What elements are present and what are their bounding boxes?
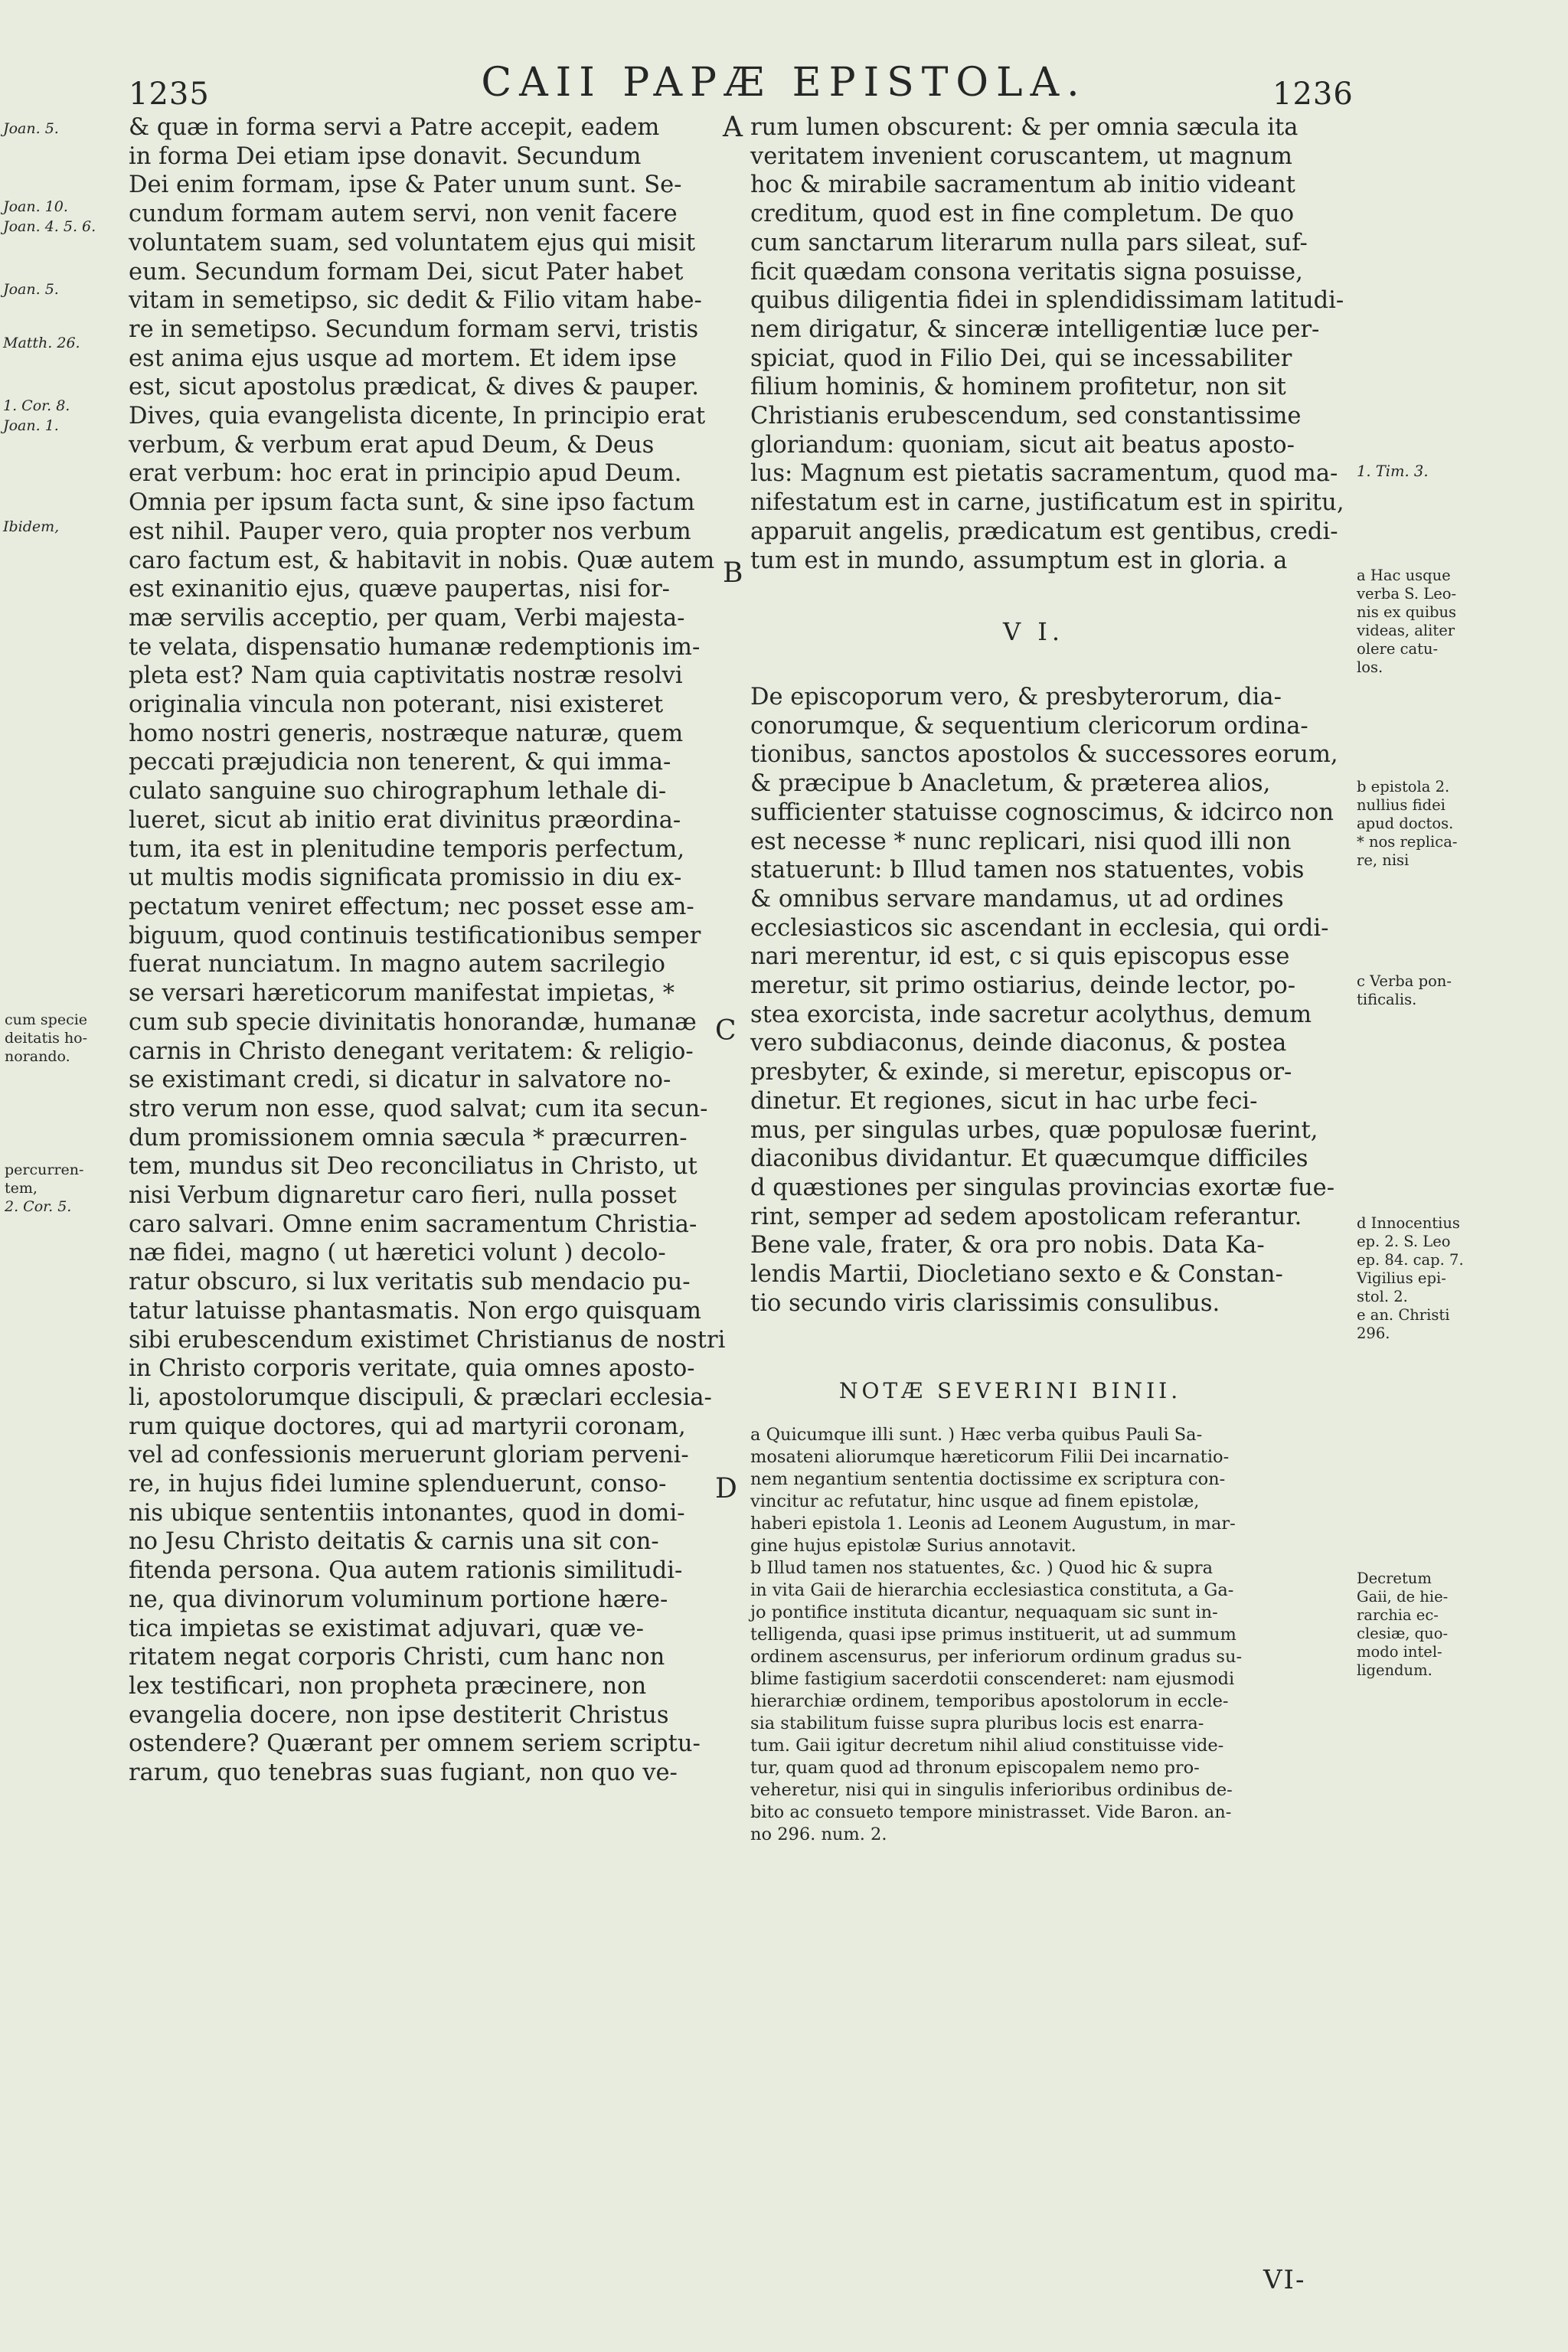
note-line: nem negantium sententia doctissime ex scriptura con- (750, 1469, 1226, 1489)
right-column-section-line: nari merentur, id est, c si quis episcopus esse (750, 943, 1290, 971)
left-column-line: nis ubique sententiis intonantes, quod in domi- (129, 1499, 685, 1527)
left-column-line: ostendere? Quærant per omnem seriem scriptu- (129, 1730, 701, 1758)
left-column-line: biguum, quod continuis testificationibus semper (129, 922, 701, 949)
margin-note-line: * nos replica- (1357, 833, 1458, 851)
right-column-section-line: mus, per singulas urbes, quæ populosæ fuerint, (750, 1116, 1318, 1144)
note-line: telligenda, quasi ipse primus instituerit, ut ad summum (750, 1625, 1236, 1645)
margin-note-line: Decretum (1357, 1570, 1432, 1587)
margin-reference: Joan. 4. 5. 6. (3, 218, 96, 235)
left-column-line: vitam in semetipso, sic dedit & Filio vitam habe- (129, 287, 702, 315)
margin-note-line: los. (1357, 658, 1383, 676)
left-column-line: culato sanguine suo chirographum lethale di- (129, 778, 667, 805)
left-column-line: li, apostolorumque discipuli, & præclari ecclesia- (129, 1383, 712, 1411)
left-column-line: mæ servilis acceptio, per quam, Verbi majesta- (129, 604, 685, 632)
note-line: bito ac consueto tempore ministrasset. Vide Baron. an- (750, 1802, 1232, 1822)
margin-note-line: ligendum. (1357, 1661, 1432, 1679)
margin-note-line: ep. 2. S. Leo (1357, 1233, 1451, 1250)
note-line: sia stabilitum fuisse supra pluribus locis est enarra- (750, 1713, 1204, 1733)
left-column-line: Dives, quia evangelista dicente, In principio erat (129, 403, 706, 430)
left-column-line: nisi Verbum dignaretur caro fieri, nulla posset (129, 1182, 677, 1210)
left-column-line: peccati præjudicia non tenerent, & qui imma- (129, 749, 671, 776)
left-column-line: rarum, quo tenebras suas fugiant, non quo ve- (129, 1759, 678, 1787)
left-column-line: est anima ejus usque ad mortem. Et idem ipse (129, 345, 677, 372)
left-column-line: Dei enim formam, ipse & Pater unum sunt. Se- (129, 172, 682, 199)
margin-reference: 1. Cor. 8. (3, 397, 70, 414)
right-column-top-line: apparuit angelis, prædicatum est gentibus, credi- (750, 518, 1338, 545)
right-column-section-line: Bene vale, frater, & ora pro nobis. Data Ka- (750, 1232, 1265, 1259)
right-column-top-line: Christianis erubescendum, sed constantissime (750, 403, 1302, 430)
right-column-top-line: filium hominis, & hominem profitetur, non sit (750, 374, 1286, 401)
left-column-line: ritatem negat corporis Christi, cum hanc non (129, 1644, 665, 1671)
left-column-line: stro verum non esse, quod salvat; cum ita secun- (129, 1095, 708, 1122)
left-column-line: homo nostri generis, nostræque naturæ, quem (129, 720, 684, 747)
right-column-section-line: sufficienter statuisse cognoscimus, & idcirco non (750, 799, 1334, 826)
margin-note (1357, 462, 1429, 481)
right-column-top-line: rum lumen obscurent: & per omnia sæcula ita (750, 114, 1298, 141)
margin-reference: Joan. 10. (3, 198, 68, 215)
right-column-section-line: diaconibus dividantur. Et quæcumque difficiles (750, 1145, 1308, 1173)
margin-variant-1: cum specie deitatis ho- norando. (5, 1011, 88, 1065)
section-letter-b: B (723, 557, 743, 589)
margin-note (1357, 567, 1456, 677)
margin-reference: Ibidem, (3, 518, 60, 535)
left-column-line: carnis in Christo denegant veritatem: & religio- (129, 1037, 694, 1065)
left-column-line: caro factum est, & habitavit in nobis. Quæ autem (129, 547, 715, 574)
right-column-top-line: spiciat, quod in Filio Dei, qui se incessabiliter (750, 345, 1292, 372)
right-column-top-line: veritatem invenient coruscantem, ut magnum (750, 142, 1292, 170)
left-column-line: in Christo corporis veritate, quia omnes aposto- (129, 1355, 695, 1383)
note-line: b Illud tamen nos statuentes, &c. ) Quod hic & supra (750, 1558, 1214, 1578)
left-column-line: re, in hujus fidei lumine splenduerunt, conso- (129, 1471, 667, 1498)
note-line: veheretur, nisi qui in singulis inferioribus ordinibus de- (750, 1780, 1233, 1800)
right-column-top-line: ficit quædam consona veritatis signa posuisse, (750, 258, 1303, 286)
right-column-section-line: vero subdiaconus, deinde diaconus, & postea (750, 1030, 1287, 1057)
left-column-line: re in semetipso. Secundum formam servi, tristis (129, 315, 699, 343)
right-column-section-line: statuerunt: b Illud tamen nos statuentes, vobis (750, 857, 1305, 884)
margin-variant-2: percurren- tem, 2. Cor. 5. (5, 1161, 84, 1215)
margin-note-line: re, nisi (1357, 851, 1410, 869)
page-number-right: 1236 (1272, 77, 1354, 112)
margin-note (1357, 778, 1457, 870)
note-line: gine hujus epistolæ Surius annotavit. (750, 1536, 1076, 1556)
right-column-section-line: rint, semper ad sedem apostolicam referantur. (750, 1203, 1302, 1230)
left-column-line: originalia vincula non poterant, nisi existeret (129, 691, 664, 719)
margin-note-line: e an. Christi (1357, 1306, 1450, 1324)
left-column-line: eum. Secundum formam Dei, sicut Pater habet (129, 258, 684, 286)
note-line: jo pontifice instituta dicantur, nequaquam sic sunt in- (750, 1602, 1218, 1622)
notes-block (750, 1424, 1355, 1846)
left-column-line: est nihil. Pauper vero, quia propter nos verbum (129, 518, 691, 545)
margin-note (1357, 1570, 1448, 1680)
margin-reference: Matth. 26. (3, 335, 80, 351)
margin-note-line: videas, aliter (1357, 622, 1455, 639)
margin-note-line: b epistola 2. (1357, 778, 1450, 795)
margin-note-line: ep. 84. cap. 7. (1357, 1251, 1464, 1269)
section-letter-d: D (715, 1473, 737, 1504)
left-column-line: erat verbum: hoc erat in principio apud Deum. (129, 460, 682, 488)
margin-note-line: clesiæ, quo- (1357, 1625, 1449, 1642)
margin-note-line: 1. Tim. 3. (1357, 462, 1429, 480)
left-column-line: fuerat nunciatum. In magno autem sacrilegio (129, 951, 666, 978)
margin-reference: Joan. 1. (3, 417, 59, 434)
right-column-top-line: cum sanctarum literarum nulla pars sileat, suf- (750, 229, 1308, 256)
right-column-top-line: nifestatum est in carne, justificatum est in spiritu, (750, 489, 1344, 517)
note-line: hierarchiæ ordinem, temporibus apostolorum in eccle- (750, 1691, 1229, 1711)
left-column-line: ratur obscuro, si lux veritatis sub mendacio pu- (129, 1269, 691, 1296)
left-column-line: ut multis modis significata promissio in diu ex- (129, 864, 682, 892)
left-column-line: verbum, & verbum erat apud Deum, & Deus (129, 431, 655, 459)
margin-note-line: Gaii, de hie- (1357, 1588, 1449, 1606)
left-column-line: pectatum veniret effectum; nec posset esse am- (129, 893, 694, 920)
right-column-section (750, 683, 1355, 1318)
note-line: vincitur ac refutatur, hinc usque ad finem epistolæ, (750, 1491, 1200, 1511)
right-column-section-line: tionibus, sanctos apostolos & successores eorum, (750, 741, 1338, 769)
left-column-line: se versari hæreticorum manifestat impietas, * (129, 980, 675, 1008)
left-column-line: & quæ in forma servi a Patre accepit, eadem (129, 114, 660, 141)
right-column-section-line: meretur, sit primo ostiarius, deinde lector, po- (750, 972, 1296, 1000)
left-column-line: cundum formam autem servi, non venit facere (129, 201, 678, 228)
left-column-line: te velata, dispensatio humanæ redemptionis im- (129, 633, 701, 661)
margin-note-line: modo intel- (1357, 1643, 1442, 1661)
left-column-line: ne, qua divinorum voluminum portione hære- (129, 1586, 668, 1613)
margin-reference: Joan. 5. (3, 281, 59, 298)
catchword: VI- (1263, 2265, 1306, 2295)
left-column-line: pleta est? Nam quia captivitatis nostræ resolvi (129, 662, 683, 690)
left-column-line: tem, mundus sit Deo reconciliatus in Christo, ut (129, 1153, 697, 1181)
left-column-line: cum sub specie divinitatis honorandæ, humanæ (129, 1008, 697, 1036)
margin-note-line: nis ex quibus (1357, 603, 1457, 621)
margin-note-line: tificalis. (1357, 991, 1417, 1008)
left-column-line: lueret, sicut ab initio erat divinitus præordina- (129, 806, 681, 834)
page-number-left: 1235 (129, 77, 210, 112)
note-line: blime fastigium sacerdotii conscenderet: nam ejusmodi (750, 1669, 1235, 1689)
margin-note-line: rarchia ec- (1357, 1606, 1439, 1624)
right-column-section-line: est necesse * nunc replicari, nisi quod illi non (750, 828, 1292, 855)
left-column-line: vel ad confessionis meruerunt gloriam perveni- (129, 1442, 689, 1469)
left-column (129, 113, 726, 1788)
left-column-line: rum quique doctores, qui ad martyrii coronam, (129, 1413, 686, 1440)
note-line: tur, quam quod ad thronum episcopalem nemo pro- (750, 1758, 1200, 1778)
note-line: no 296. num. 2. (750, 1824, 887, 1844)
note-line: mosateni aliorumque hæreticorum Filii Dei incarnatio- (750, 1447, 1230, 1467)
right-column-top-line: tum est in mundo, assumptum est in gloria. a (750, 547, 1288, 574)
right-column-section-line: & præcipue b Anacletum, & præterea alios, (750, 770, 1271, 798)
left-column-line: est, sicut apostolus prædicat, & dives & pauper. (129, 374, 699, 401)
note-line: a Quicumque illi sunt. ) Hæc verba quibus Pauli Sa- (750, 1425, 1203, 1445)
margin-note-line: Vigilius epi- (1357, 1269, 1446, 1287)
note-line: tum. Gaii igitur decretum nihil aliud constituisse vide- (750, 1736, 1224, 1756)
left-column-line: evangelia docere, non ipse destiterit Christus (129, 1701, 669, 1729)
margin-note-line: c Verba pon- (1357, 972, 1452, 990)
right-column-top-line: lus: Magnum est pietatis sacramentum, quod ma- (750, 460, 1338, 488)
notes-heading: NOTÆ SEVERINI BINII. (839, 1378, 1182, 1403)
note-line: ordinem ascensurus, per inferiorum ordinum gradus su- (750, 1647, 1243, 1667)
margin-note-line: apud doctos. (1357, 815, 1454, 832)
right-column-section-line: dinetur. Et regiones, sicut in hac urbe feci- (750, 1087, 1258, 1115)
right-column-top-line: creditum, quod est in fine completum. De quo (750, 201, 1295, 228)
left-column-line: caro salvari. Omne enim sacramentum Christia- (129, 1210, 697, 1238)
left-column-line: fitenda persona. Qua autem rationis similitudi- (129, 1557, 683, 1585)
right-column-top-line: quibus diligentia fidei in splendidissimam latitudi- (750, 287, 1344, 315)
left-column-line: in forma Dei etiam ipse donavit. Secundum (129, 142, 642, 170)
right-column-section-line: presbyter, & exinde, si meretur, episcopus or- (750, 1059, 1292, 1086)
margin-note-line: nullius fidei (1357, 796, 1446, 814)
margin-note (1357, 1214, 1464, 1343)
note-line: haberi epistola 1. Leonis ad Leonem Augustum, in mar- (750, 1514, 1236, 1534)
margin-note-line: olere catu- (1357, 640, 1439, 658)
left-column-line: se existimant credi, si dicatur in salvatore no- (129, 1067, 671, 1094)
right-column-top-line: gloriandum: quoniam, sicut ait beatus aposto- (750, 431, 1295, 459)
margin-note-line: verba S. Leo- (1357, 585, 1457, 603)
left-column-line: lex testificari, non propheta præcinere, non (129, 1672, 647, 1700)
margin-note-line: a Hac usque (1357, 567, 1451, 584)
margin-note-line: 296. (1357, 1325, 1390, 1342)
right-column-section-line: tio secundo viris clarissimis consulibus. (750, 1289, 1220, 1317)
margin-note-line: stol. 2. (1357, 1288, 1408, 1305)
margin-note (1357, 972, 1452, 1009)
note-line: in vita Gaii de hierarchia ecclesiastica constituta, a Ga- (750, 1580, 1234, 1600)
left-column-line: næ fidei, magno ( ut hæretici volunt ) decolo- (129, 1240, 666, 1267)
right-column-section-line: De episcoporum vero, & presbyterorum, dia- (750, 684, 1282, 710)
right-column-section-line: d quæstiones per singulas provincias exortæ fue- (750, 1174, 1335, 1201)
right-column-section-line: ecclesiasticos sic ascendant in ecclesia, qui ordi- (750, 914, 1329, 942)
left-column-line: tica impietas se existimat adjuvari, quæ ve- (129, 1615, 644, 1642)
left-column-line: sibi erubescendum existimet Christianus de nostri (129, 1326, 726, 1354)
right-column-section-line: & omnibus servare mandamus, ut ad ordines (750, 885, 1284, 913)
right-column-section-line: conorumque, & sequentium clericorum ordina- (750, 712, 1308, 740)
right-column-top (750, 113, 1355, 575)
right-column-section-line: stea exorcista, inde sacretur acolythus, demum (750, 1001, 1312, 1028)
margin-reference: Joan. 5. (3, 120, 59, 137)
right-column-top-line: hoc & mirabile sacramentum ab initio videant (750, 172, 1295, 199)
left-column-line: Omnia per ipsum facta sunt, & sine ipso factum (129, 489, 695, 517)
section-heading: V I. (1003, 617, 1065, 646)
section-letter-a: A (723, 112, 743, 143)
running-title: CAII PAPÆ EPISTOLA. (481, 60, 1087, 106)
right-column-section-line: lendis Martii, Diocletiano sexto e & Constan- (750, 1261, 1283, 1289)
margin-note-line: d Innocentius (1357, 1214, 1460, 1232)
section-letter-c: C (715, 1015, 737, 1047)
left-column-line: no Jesu Christo deitatis & carnis una sit con- (129, 1528, 659, 1556)
left-column-line: dum promissionem omnia sæcula * præcurren- (129, 1124, 688, 1152)
left-column-line: est exinanitio ejus, quæve paupertas, nisi for- (129, 576, 670, 603)
left-column-line: tum, ita est in plenitudine temporis perfectum, (129, 835, 685, 863)
left-column-line: voluntatem suam, sed voluntatem ejus qui misit (129, 229, 696, 256)
left-column-line: tatur latuisse phantasmatis. Non ergo quisquam (129, 1297, 701, 1325)
right-column-top-line: nem dirigatur, & sinceræ intelligentiæ luce per- (750, 315, 1320, 343)
